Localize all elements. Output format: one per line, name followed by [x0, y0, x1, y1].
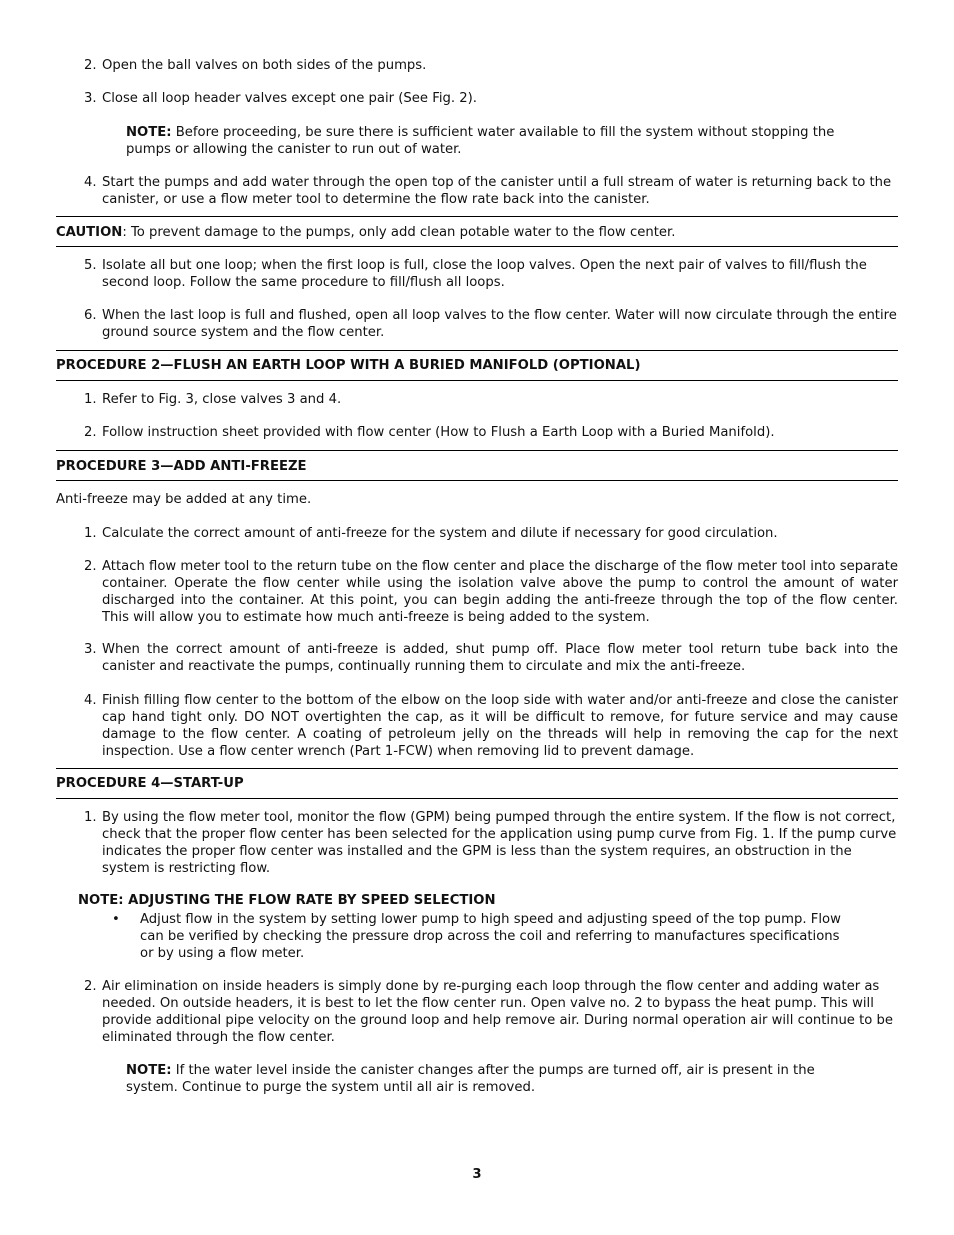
note-air-present: [126, 1062, 836, 1096]
step-text: Follow instruction sheet provided with flow center (How to Flush a Earth Loop with a Buried Manifold).: [102, 425, 775, 440]
bullet-glyph: •: [112, 912, 120, 927]
step-text: By using the flow meter tool, monitor the flow (GPM) being pumped through the entire system. If the flow is not correct, check that the proper flow center has been selected for the application using pump curve from Fig. 1. If the pump curve indicates the proper flow center was installed and the GPM is less than the system requires, an obstruction in the system is restricting flow.: [102, 810, 897, 876]
step-number: 3.: [84, 91, 97, 106]
step-text: Refer to Fig. 3, close valves 3 and 4.: [102, 392, 342, 407]
divider: [56, 480, 898, 481]
divider: [56, 380, 898, 381]
caution-label: CAUTION: [56, 225, 123, 240]
step-5-isolate-loops: [84, 257, 898, 291]
divider: [56, 216, 898, 217]
step-text: Calculate the correct amount of anti-freeze for the system and dilute if necessary for good circulation.: [102, 526, 778, 541]
step-number: 6.: [84, 308, 97, 323]
proc4-step-1: [84, 809, 898, 877]
step-3-close-headers: [84, 90, 898, 107]
step-number: 4.: [84, 175, 97, 190]
caution-text: : To prevent damage to the pumps, only add clean potable water to the flow center.: [122, 225, 676, 240]
step-number: 1.: [84, 526, 97, 541]
flow-rate-bullet: [112, 911, 842, 962]
procedure-4-heading: PROCEDURE 4—START-UP: [56, 776, 244, 791]
divider: [56, 768, 898, 769]
proc3-intro: Anti-freeze may be added at any time.: [56, 492, 312, 507]
divider: [56, 798, 898, 799]
proc3-step-3: [84, 641, 898, 675]
proc3-step-2: [84, 558, 898, 626]
flow-rate-note-heading: NOTE: ADJUSTING THE FLOW RATE BY SPEED SELECTION: [78, 893, 496, 908]
step-6-open-all-valves: [84, 307, 898, 341]
page-number: 3: [472, 1167, 482, 1182]
step-text: Attach flow meter tool to the return tube on the flow center and place the discharge of the flow meter tool into separate container. Operate the flow center while using the isolation valve above the pump to control the amount of water discharged into the container. At this point, you can begin adding the anti-freeze through the top of the flow center. This will allow you to estimate how much anti-freeze is being added to the system.: [102, 559, 898, 625]
procedure-2-heading: PROCEDURE 2—FLUSH AN EARTH LOOP WITH A BURIED MANIFOLD (OPTIONAL): [56, 358, 641, 373]
step-text: Open the ball valves on both sides of the pumps.: [102, 58, 427, 73]
step-text: Start the pumps and add water through the open top of the canister until a full stream of water is returning back to the canister, or use a flow meter tool to determine the flow rate back into the canister.: [102, 175, 892, 207]
bullet-text: Adjust flow in the system by setting lower pump to high speed and adjusting speed of the top pump. Flow can be verified by checking the pressure drop across the coil and referring to manufactures specifications or by using a flow meter.: [140, 912, 841, 961]
step-text: Finish filling flow center to the bottom of the elbow on the loop side with water and/or anti-freeze and close the canister cap hand tight only. DO NOT overtighten the cap, as it will be difficult to remove, for future service and may cause damage to the flow center. A coating of petroleum jelly on the threads will help in removing the cap for the next inspection. Use a flow center wrench (Part 1-FCW) when removing lid to prevent damage.: [102, 693, 898, 759]
step-text: When the last loop is full and flushed, open all loop valves to the flow center. Water will now circulate through the entire ground source system and the flow center.: [102, 308, 897, 340]
note-sufficient-water: [126, 124, 846, 158]
proc2-step-2: [84, 424, 898, 441]
note-text: If the water level inside the canister changes after the pumps are turned off, air is present in the system. Continue to purge the system until all air is removed.: [126, 1063, 815, 1095]
divider: [56, 350, 898, 351]
proc3-step-4: [84, 692, 898, 760]
step-number: 1.: [84, 392, 97, 407]
step-text: Air elimination on inside headers is simply done by re-purging each loop through the flow center and adding water as needed. On outside headers, it is best to let the flow center run. Open valve no. 2 to bypass the heat pump. This will provide additional pipe velocity on the ground loop and help remove air. During normal operation air will continue to be eliminated through the flow center.: [102, 979, 894, 1045]
step-text: Isolate all but one loop; when the first loop is full, close the loop valves. Open the next pair of valves to fill/flush the second loop. Follow the same procedure to fill/flush all loops.: [102, 258, 867, 290]
divider: [56, 450, 898, 451]
step-number: 3.: [84, 642, 97, 657]
step-4-start-pumps: [84, 174, 898, 208]
step-text: Close all loop header valves except one pair (See Fig. 2).: [102, 91, 477, 106]
note-label: NOTE:: [126, 125, 172, 140]
note-label: NOTE:: [126, 1063, 172, 1078]
step-number: 2.: [84, 425, 97, 440]
proc3-step-1: [84, 525, 898, 542]
procedure-3-heading: PROCEDURE 3—ADD ANTI-FREEZE: [56, 459, 307, 474]
proc4-step-2: [84, 978, 898, 1046]
divider: [56, 246, 898, 247]
step-number: 1.: [84, 810, 97, 825]
step-text: When the correct amount of anti-freeze is added, shut pump off. Place flow meter tool return tube back into the canister and reactivate the pumps, continually running them to circulate and mix the anti-freeze.: [102, 642, 898, 674]
note-text: Before proceeding, be sure there is sufficient water available to fill the system without stopping the pumps or allowing the canister to run out of water.: [126, 125, 835, 157]
step-number: 2.: [84, 559, 97, 574]
caution-notice: [56, 224, 898, 241]
step-number: 2.: [84, 979, 97, 994]
step-number: 4.: [84, 693, 97, 708]
proc2-step-1: [84, 391, 898, 408]
step-2-open-valves: [84, 57, 898, 74]
step-number: 5.: [84, 258, 97, 273]
step-number: 2.: [84, 58, 97, 73]
